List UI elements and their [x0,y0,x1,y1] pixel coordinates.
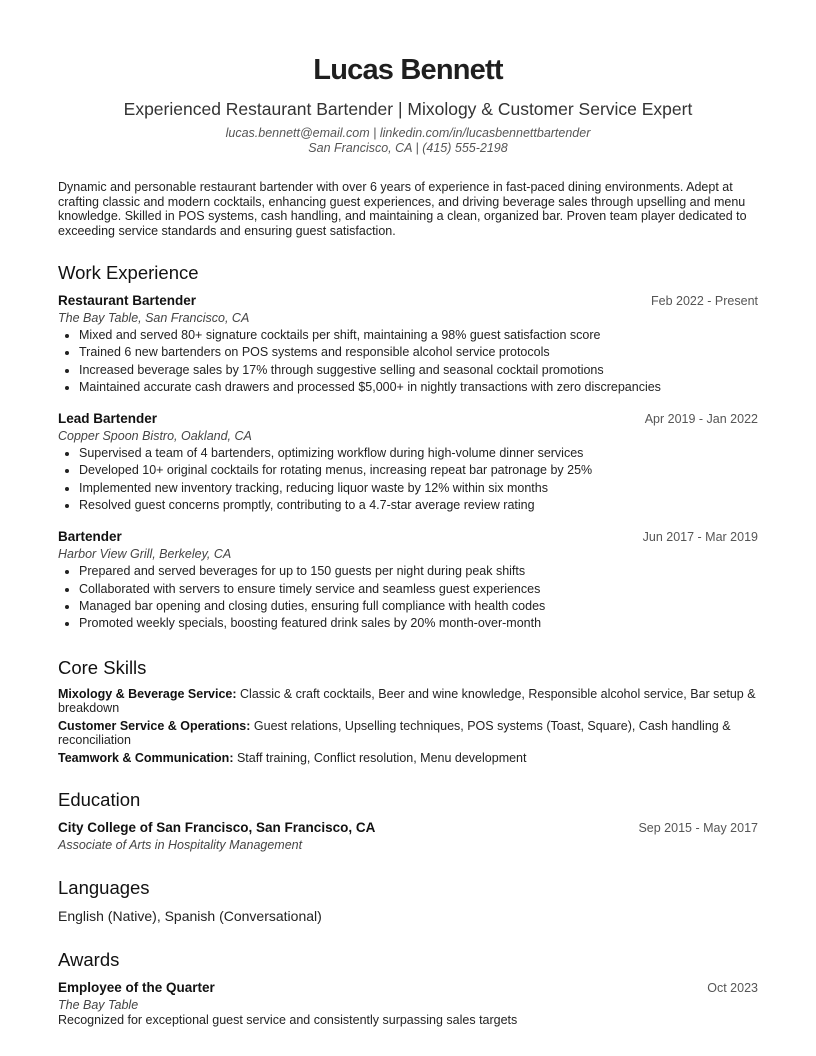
award-entry [58,979,758,1028]
job-entry [58,528,758,632]
job-bullet: • Promoted weekly specials, boosting featured drink sales by 20% month-over-month [79,615,758,632]
skill-label: Customer Service & Operations: [58,718,251,733]
skill-text: Staff training, Conflict resolution, Menu development [236,750,527,765]
contact-location-phone: San Francisco, CA | (415) 555-2198 [308,141,508,155]
section-title-education: Education [58,789,141,811]
job-date: Jun 2017 - Mar 2019 [642,530,758,545]
job-bullets [58,327,758,396]
job-title: Restaurant Bartender [58,293,197,308]
education-date: Sep 2015 - May 2017 [638,821,758,836]
job-date: Apr 2019 - Jan 2022 [644,412,758,427]
contact-email-linkedin: lucas.bennett@email.com | linkedin.com/in/lucasbennettbartender [225,126,591,140]
job-bullet: • Mixed and served 80+ signature cocktails per shift, maintaining a 98% guest satisfaction score [79,327,758,344]
job-bullet: • Prepared and served beverages for up to 150 guests per night during peak shifts [79,563,758,580]
skill-line [58,751,758,766]
section-title-awards: Awards [58,949,120,971]
section-title-languages: Languages [58,877,150,899]
job-bullet: • Collaborated with servers to ensure timely service and seamless guest experiences [79,581,758,598]
award-description: Recognized for exceptional guest service and consistently surpassing sales targets [58,1013,518,1028]
job-bullet: • Implemented new inventory tracking, reducing liquor waste by 12% within six months [79,480,758,497]
summary: Dynamic and personable restaurant bartender with over 6 years of experience in fast-paced dining environments. Adept at crafting classic and modern cocktails, enhancing guest experiences, and driving beverage sales through upselling and menu knowledge. Skilled in POS systems, cash handling, and maintaining a clean, organized bar. Proven team player dedicated to exceeding service standards and ensuring guest satisfaction. [58,180,747,238]
languages-text: English (Native), Spanish (Conversational) [58,908,322,925]
job-bullet: • Resolved guest concerns promptly, contributing to a 4.7-star average review rating [79,497,758,514]
skill-line [58,687,758,716]
contact-info [58,126,758,156]
award-org: The Bay Table [58,998,139,1013]
job-bullets [58,445,758,514]
job-bullet: • Managed bar opening and closing duties, ensuring full compliance with health codes [79,598,758,615]
award-date: Oct 2023 [707,981,758,996]
award-name: Employee of the Quarter [58,980,215,996]
job-title: Bartender [58,529,122,545]
section-title-experience: Work Experience [58,262,199,283]
job-company: Copper Spoon Bistro, Oakland, CA [58,429,252,444]
degree: Associate of Arts in Hospitality Management [58,838,303,853]
skill-label: Mixology & Beverage Service: [58,686,237,701]
skill-text: Guest relations, Upselling techniques, POS systems (Toast, Square), Cash handling & reconciliation [58,718,731,748]
skill-line [58,719,758,748]
job-bullets [58,563,758,632]
job-company: Harbor View Grill, Berkeley, CA [58,547,232,562]
headline: Experienced Restaurant Bartender | Mixology & Customer Service Expert [123,99,693,119]
candidate-name: Lucas Bennett [313,54,503,86]
job-bullet: • Maintained accurate cash drawers and processed $5,000+ in nightly transactions with zero discrepancies [79,379,758,396]
job-date: Feb 2022 - Present [650,294,758,308]
section-title-skills: Core Skills [58,656,147,678]
education-entry [58,819,758,853]
skill-text: Classic & craft cocktails, Beer and wine knowledge, Responsible alcohol service, Bar setup & breakdown [58,686,756,716]
job-bullet: • Developed 10+ original cocktails for rotating menus, increasing repeat bar patronage by 25% [79,462,758,479]
job-bullet: • Supervised a team of 4 bartenders, optimizing workflow during high-volume dinner services [79,445,758,462]
job-entry [58,410,758,514]
job-entry [58,292,758,396]
skill-label: Teamwork & Communication: [58,750,234,765]
job-company: The Bay Table, San Francisco, CA [58,311,250,325]
job-title: Lead Bartender [58,411,158,427]
job-bullet: • Increased beverage sales by 17% through suggestive selling and seasonal cocktail promotions [79,362,758,379]
job-bullet: • Trained 6 new bartenders on POS systems and responsible alcohol service protocols [79,344,758,361]
school-name: City College of San Francisco, San Francisco, CA [58,820,376,836]
